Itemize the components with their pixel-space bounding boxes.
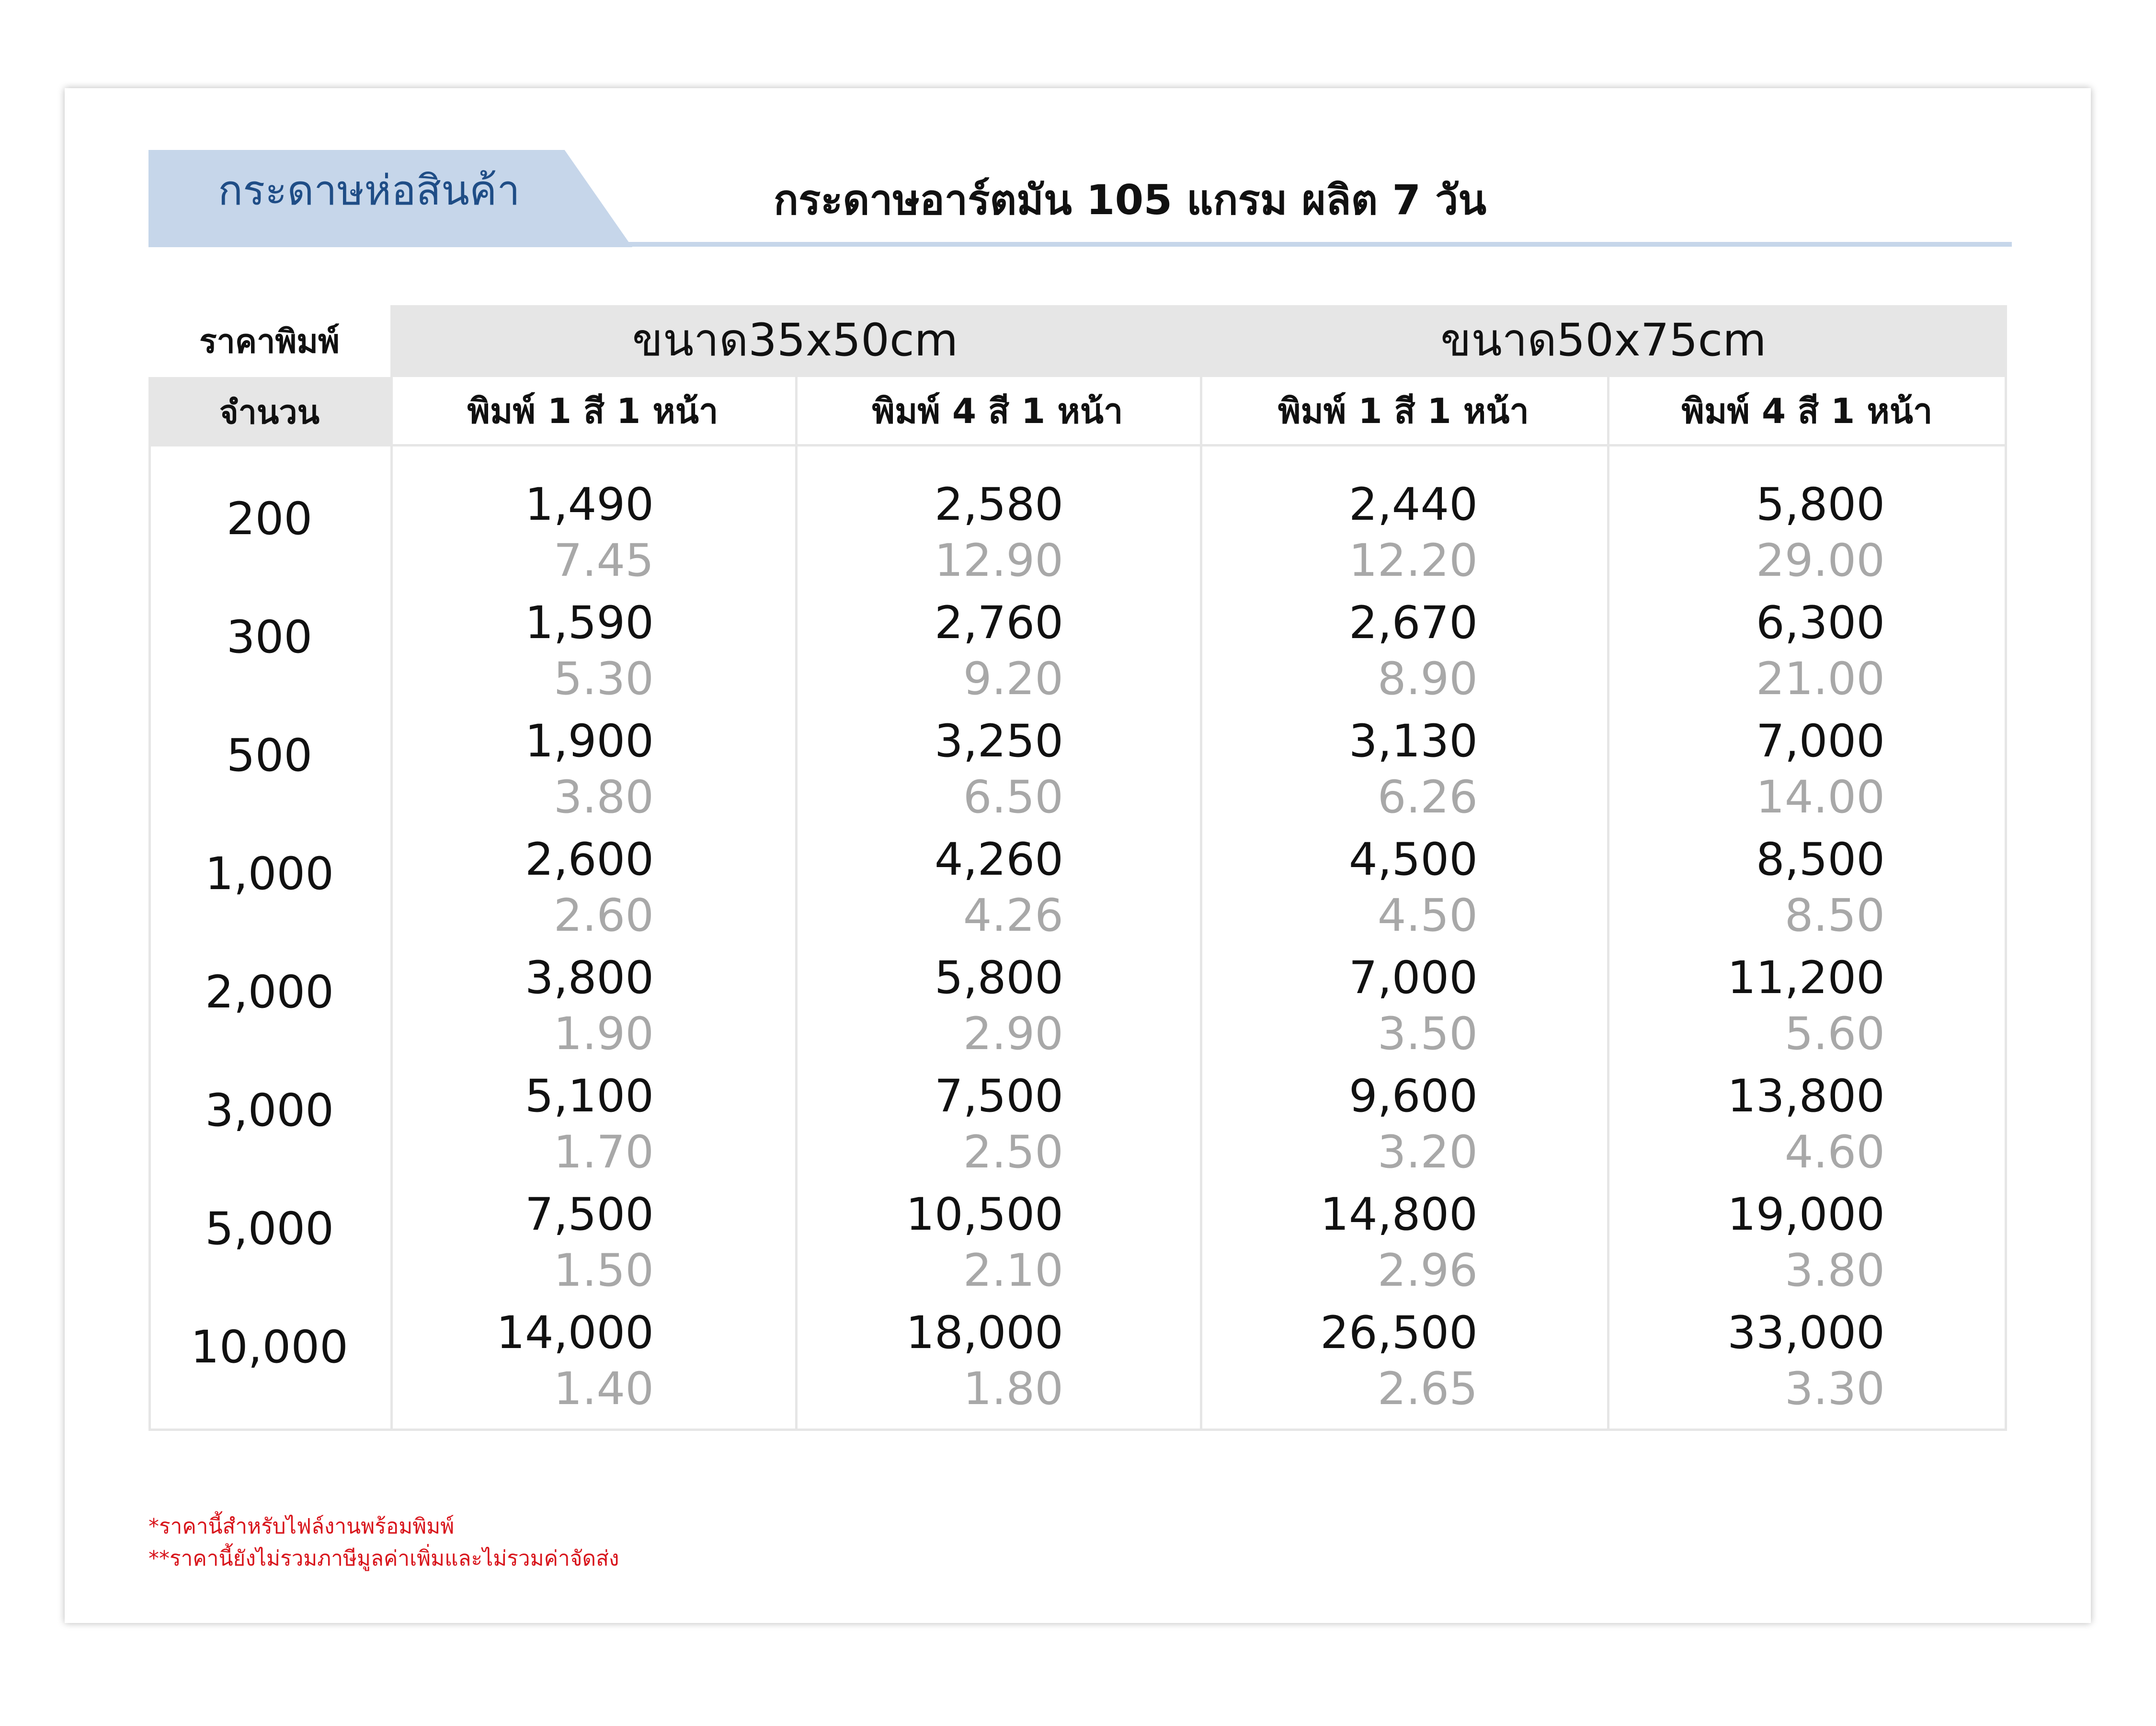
unit-price-cell: 3.20 (1377, 1126, 1478, 1178)
unit-price-cell: 5.60 (1784, 1008, 1885, 1060)
total-price-cell: 7,000 (1348, 952, 1478, 1004)
total-price-cell: 7,500 (525, 1189, 654, 1241)
corner-price-label: ราคาพิมพ์ (148, 305, 390, 377)
unit-price-cell: 3.50 (1377, 1008, 1478, 1060)
unit-price-cell: 6.26 (1377, 771, 1478, 823)
unit-price-cell: 2.50 (963, 1126, 1063, 1178)
total-price-cell: 3,130 (1348, 715, 1478, 767)
total-price-cell: 13,800 (1727, 1070, 1885, 1122)
total-price-cell: 1,590 (525, 597, 654, 649)
table-border-right (2005, 305, 2007, 1431)
total-price-cell: 1,900 (525, 715, 654, 767)
header-divider (148, 242, 2012, 247)
size-header-50x75: ขนาด50x75cm (1200, 305, 2007, 375)
corner-quantity-label: จำนวน (148, 377, 390, 446)
unit-price-cell: 14.00 (1756, 771, 1885, 823)
product-title: กระดาษอาร์ตมัน 105 แกรม ผลิต 7 วัน (774, 176, 1487, 224)
total-price-cell: 4,260 (934, 834, 1063, 886)
unit-price-cell: 21.00 (1756, 653, 1885, 705)
unit-price-cell: 4.26 (963, 890, 1063, 942)
total-price-cell: 3,250 (934, 715, 1063, 767)
total-price-cell: 7,000 (1756, 715, 1885, 767)
category-tab-label: กระดาษห่อสินค้า (218, 167, 520, 215)
unit-price-cell: 12.20 (1348, 535, 1478, 587)
note-ready-file: *ราคานี้สำหรับไฟล์งานพร้อมพิมพ์ (148, 1514, 455, 1539)
total-price-cell: 9,600 (1348, 1070, 1478, 1122)
unit-price-cell: 1.90 (553, 1008, 654, 1060)
table-border-left (148, 446, 151, 1431)
unit-price-cell: 5.30 (553, 653, 654, 705)
column-header-1: พิมพ์ 1 สี 1 หน้า (390, 377, 795, 446)
total-price-cell: 2,670 (1348, 597, 1478, 649)
column-header-3: พิมพ์ 1 สี 1 หน้า (1200, 377, 1607, 446)
total-price-cell: 1,490 (525, 479, 654, 531)
total-price-cell: 19,000 (1727, 1189, 1885, 1241)
unit-price-cell: 1.40 (553, 1363, 654, 1415)
total-price-cell: 6,300 (1756, 597, 1885, 649)
total-price-cell: 4,500 (1348, 834, 1478, 886)
unit-price-cell: 2.65 (1377, 1363, 1478, 1415)
unit-price-cell: 1.70 (553, 1126, 654, 1178)
total-price-cell: 8,500 (1756, 834, 1885, 886)
total-price-cell: 5,800 (934, 952, 1063, 1004)
unit-price-cell: 2.60 (553, 890, 654, 942)
unit-price-cell: 3.80 (1784, 1245, 1885, 1297)
unit-price-cell: 3.80 (553, 771, 654, 823)
unit-price-cell: 4.60 (1784, 1126, 1885, 1178)
total-price-cell: 2,600 (525, 834, 654, 886)
quantity-cell: 2,000 (205, 966, 334, 1018)
price-table (148, 305, 2007, 1431)
unit-price-cell: 1.80 (963, 1363, 1063, 1415)
unit-price-cell: 12.90 (934, 535, 1063, 587)
total-price-cell: 18,000 (906, 1307, 1063, 1359)
unit-price-cell: 9.20 (963, 653, 1063, 705)
total-price-cell: 7,500 (934, 1070, 1063, 1122)
total-price-cell: 2,760 (934, 597, 1063, 649)
quantity-cell: 1,000 (205, 848, 334, 900)
note-vat-shipping: **ราคานี้ยังไม่รวมภาษีมูลค่าเพิ่มและไม่รวมค่าจัดส่ง (148, 1546, 619, 1571)
unit-price-cell: 8.90 (1377, 653, 1478, 705)
unit-price-cell: 7.45 (553, 535, 654, 587)
unit-price-cell: 29.00 (1756, 535, 1885, 587)
size-header-35x50: ขนาด35x50cm (390, 305, 1200, 375)
table-border-bottom (148, 1429, 2007, 1431)
quantity-cell: 300 (226, 611, 313, 663)
unit-price-cell: 4.50 (1377, 890, 1478, 942)
quantity-cell: 500 (226, 730, 313, 782)
unit-price-cell: 2.90 (963, 1008, 1063, 1060)
unit-price-cell: 2.96 (1377, 1245, 1478, 1297)
total-price-cell: 26,500 (1320, 1307, 1478, 1359)
column-header-4: พิมพ์ 4 สี 1 หน้า (1607, 377, 2007, 446)
unit-price-cell: 1.50 (553, 1245, 654, 1297)
total-price-cell: 11,200 (1727, 952, 1885, 1004)
total-price-cell: 2,440 (1348, 479, 1478, 531)
total-price-cell: 2,580 (934, 479, 1063, 531)
total-price-cell: 14,800 (1320, 1189, 1478, 1241)
total-price-cell: 5,800 (1756, 479, 1885, 531)
total-price-cell: 33,000 (1727, 1307, 1885, 1359)
total-price-cell: 3,800 (525, 952, 654, 1004)
quantity-cell: 3,000 (205, 1085, 334, 1137)
column-header-2: พิมพ์ 4 สี 1 หน้า (795, 377, 1200, 446)
quantity-cell: 200 (226, 493, 313, 545)
total-price-cell: 10,500 (906, 1189, 1063, 1241)
total-price-cell: 14,000 (496, 1307, 654, 1359)
quantity-cell: 5,000 (205, 1203, 334, 1255)
total-price-cell: 5,100 (525, 1070, 654, 1122)
quantity-cell: 10,000 (191, 1321, 348, 1373)
unit-price-cell: 2.10 (963, 1245, 1063, 1297)
header-divider-line (390, 375, 2007, 377)
unit-price-cell: 8.50 (1784, 890, 1885, 942)
unit-price-cell: 3.30 (1784, 1363, 1885, 1415)
unit-price-cell: 6.50 (963, 771, 1063, 823)
